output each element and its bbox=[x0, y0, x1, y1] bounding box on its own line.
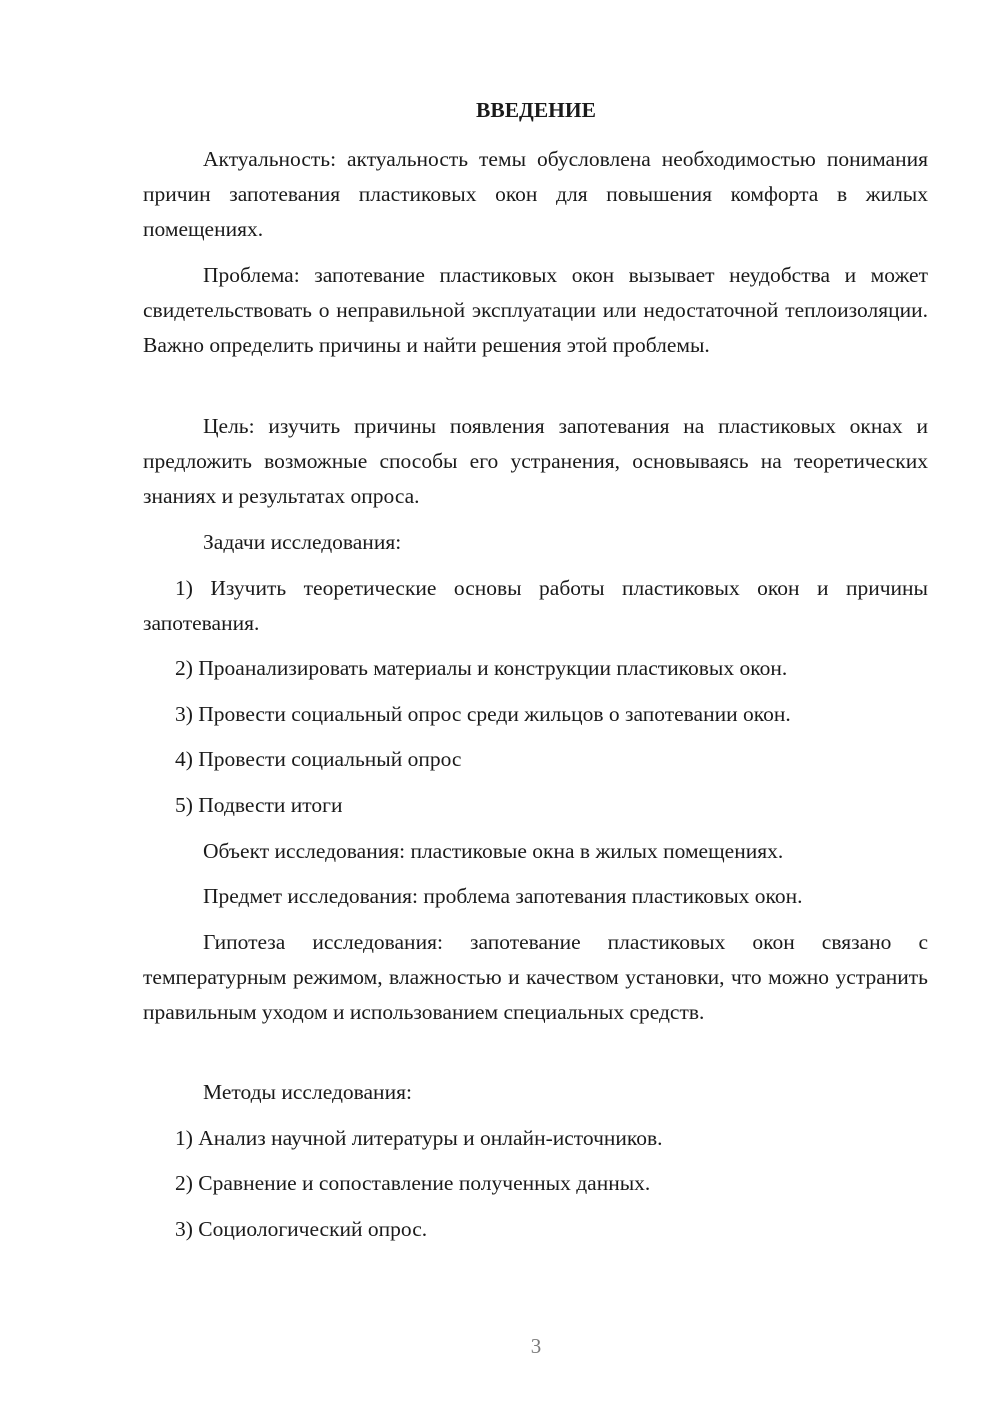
hypothesis-paragraph: Гипотеза исследования: запотевание пластиковых окон связано с температурным режимом, влажностью и качеством установки, что можно устранить правильным уходом и использованием специальных средств. bbox=[143, 930, 928, 1024]
problem-paragraph: Проблема: запотевание пластиковых окон вызывает неудобства и может свидетельствовать о неправильной эксплуатации или недостаточной теплоизоляции. Важно определить причины и найти решения этой проблемы. bbox=[143, 263, 928, 357]
page-number: 3 bbox=[530, 1334, 542, 1358]
task-item-4: 4) Провести социальный опрос bbox=[175, 747, 462, 771]
object-paragraph: Объект исследования: пластиковые окна в жилых помещениях. bbox=[203, 839, 784, 863]
relevance-paragraph: Актуальность: актуальность темы обусловлена необходимостью понимания причин запотевания пластиковых окон для повышения комфорта в жилых помещениях. bbox=[143, 147, 928, 241]
goal-paragraph: Цель: изучить причины появления запотевания на пластиковых окнах и предложить возможные способы его устранения, основываясь на теоретических знаниях и результатах опроса. bbox=[143, 414, 928, 508]
method-item-1: 1) Анализ научной литературы и онлайн-источников. bbox=[175, 1126, 663, 1150]
task-item-2: 2) Проанализировать материалы и конструкции пластиковых окон. bbox=[175, 656, 788, 680]
method-item-2: 2) Сравнение и сопоставление полученных данных. bbox=[175, 1171, 651, 1195]
tasks-heading: Задачи исследования: bbox=[203, 530, 402, 554]
subject-paragraph: Предмет исследования: проблема запотевания пластиковых окон. bbox=[203, 884, 803, 908]
method-item-3: 3) Социологический опрос. bbox=[175, 1217, 428, 1241]
task-item-1: 1) Изучить теоретические основы работы пластиковых окон и причины запотевания. bbox=[143, 576, 928, 635]
page-title: ВВЕДЕНИЕ bbox=[476, 98, 596, 122]
task-item-3: 3) Провести социальный опрос среди жильцов о запотевании окон. bbox=[175, 702, 791, 726]
task-item-5: 5) Подвести итоги bbox=[175, 793, 343, 817]
methods-heading: Методы исследования: bbox=[203, 1080, 412, 1104]
